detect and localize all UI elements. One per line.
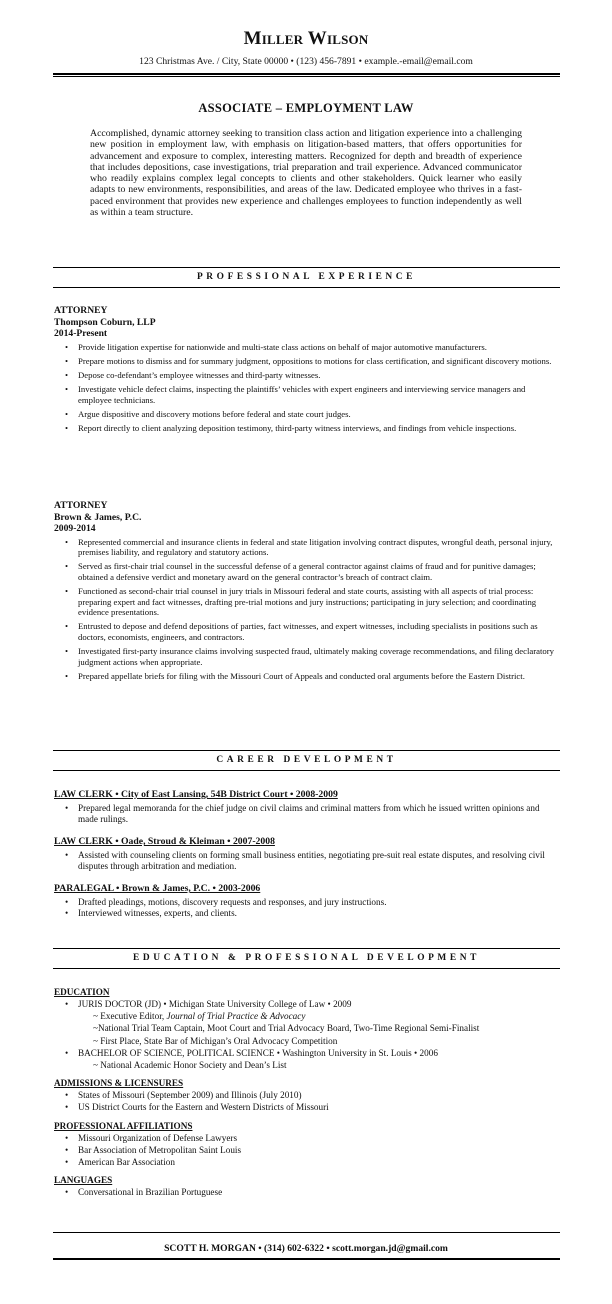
education-list: [54, 1047, 554, 1059]
admissions-list: [54, 1089, 554, 1113]
education-list: [54, 998, 554, 1010]
footer-contact: SCOTT H. MORGAN • (314) 602-6322 • scott.morgan.jd@gmail.com: [164, 1243, 448, 1254]
journal-title: Journal of Trial Practice & Advocacy: [166, 1011, 306, 1022]
education-block: [54, 986, 554, 1198]
job-bullets: [54, 537, 554, 682]
section-rule: [53, 267, 560, 268]
career-entry: [54, 836, 554, 873]
career-entry-heading: LAW CLERK • Oade, Stroud & Kleiman • 2007-2008: [54, 836, 275, 847]
education-honor: ~ National Academic Honor Society and Dean’s List: [93, 1060, 287, 1071]
list-item: • Served as first-chair trial counsel in the successful defense of a general contractor against claims of fraud and for punitive damages; obtained a defensive verdict and monetary award on the general contractor’s breach of contract claim.: [54, 561, 554, 582]
section-rule: [53, 968, 560, 969]
section-rule: [53, 750, 560, 751]
career-bullets: [54, 803, 554, 826]
list-item: • JURIS DOCTOR (JD) • Michigan State University College of Law • 2009: [54, 998, 554, 1010]
career-entry-heading: PARALEGAL • Brown & James, P.C. • 2003-2006: [54, 883, 261, 894]
list-item: • Drafted pleadings, motions, discovery requests and responses, and jury instructions.: [54, 897, 554, 908]
job-title: ATTORNEY: [54, 305, 108, 316]
header-divider-thin: [53, 76, 560, 77]
list-item: • Assisted with counseling clients on forming small business entities, negotiating pre-suit real estate disputes, and resolving civil disputes through arbitration and mediation.: [54, 850, 554, 873]
footer-rule: [53, 1232, 560, 1233]
list-item: • Provide litigation expertise for nationwide and multi-state class actions on behalf of major automotive manufacturers.: [54, 342, 554, 353]
languages-heading: LANGUAGES: [54, 1175, 113, 1186]
list-item: • Conversational in Brazilian Portuguese: [54, 1186, 554, 1198]
education-honor: ~ First Place, State Bar of Michigan’s Oral Advocacy Competition: [93, 1035, 338, 1046]
languages-list: [54, 1186, 554, 1198]
list-item: • Report directly to client analyzing deposition testimony, third-party witness interviews, and findings from vehicle inspections.: [54, 423, 554, 434]
editor-prefix: ~ Executive Editor,: [93, 1011, 167, 1022]
list-item: • Investigate vehicle defect claims, inspecting the plaintiffs’ vehicles with expert engineers and interviewing service managers and employee technicians.: [54, 384, 554, 405]
list-item: • American Bar Association: [54, 1156, 554, 1168]
list-item: • Argue dispositive and discovery motions before federal and state court judges.: [54, 409, 554, 420]
affiliations-list: [54, 1132, 554, 1169]
list-item: • Interviewed witnesses, experts, and clients.: [54, 908, 554, 919]
list-item: • Represented commercial and insurance clients in federal and state litigation involving contract disputes, wrongful death, personal injury, premises liability, and regulatory and statutory actions.: [54, 537, 554, 558]
section-heading-experience: PROFESSIONAL EXPERIENCE: [196, 272, 417, 282]
list-item: • Functioned as second-chair trial counsel in jury trials in Missouri federal and state courts, assisting with all aspects of trial process: preparing expert and fact witnesses, drafting pre-trial motions and jury instructions; participating in jury selection; and coordinating evidence presentations.: [54, 586, 554, 618]
list-item: • Depose co-defendant’s employee witnesses and third-party witnesses.: [54, 370, 554, 381]
target-role-title: ASSOCIATE – EMPLOYMENT LAW: [198, 101, 414, 115]
job-entry: [54, 500, 554, 685]
education-honor: ~National Trial Team Captain, Moot Court and Trial Advocacy Board, Two-Time Regional Semi-Finalist: [93, 1023, 480, 1034]
section-rule: [53, 287, 560, 288]
education-honor: [54, 1010, 554, 1022]
career-bullets: [54, 897, 554, 920]
job-bullets: [54, 342, 554, 434]
list-item: • States of Missouri (September 2009) and Illinois (July 2010): [54, 1089, 554, 1101]
list-item: • Investigated first-party insurance claims involving suspected fraud, ultimately making coverage recommendations, and filing declaratory judgment actions when appropriate.: [54, 646, 554, 667]
career-entry-heading: LAW CLERK • City of East Lansing, 54B District Court • 2008-2009: [54, 789, 338, 800]
job-dates: 2009-2014: [54, 523, 96, 535]
section-rule: [53, 948, 560, 949]
section-heading-career: CAREER DEVELOPMENT: [216, 755, 397, 765]
resume-name: Miller Wilson: [243, 28, 369, 49]
education-heading: EDUCATION: [54, 987, 110, 997]
job-entry: [54, 305, 554, 437]
section-heading-education: EDUCATION & PROFESSIONAL DEVELOPMENT: [133, 953, 480, 963]
list-item: • US District Courts for the Eastern and Western Districts of Missouri: [54, 1101, 554, 1113]
contact-line: 123 Christmas Ave. / City, State 00000 • (123) 456-7891 • example.-email@email.com: [139, 56, 473, 67]
job-title: ATTORNEY: [54, 500, 108, 511]
list-item: • Entrusted to depose and defend depositions of parties, fact witnesses, and expert witnesses, including specialists in positions such as doctors, economists, engineers, and contractors.: [54, 621, 554, 642]
header-divider: [53, 73, 560, 75]
career-entry: [54, 789, 554, 826]
list-item: • Prepared appellate briefs for filing with the Missouri Court of Appeals and conducted oral arguments before the Eastern District.: [54, 671, 554, 682]
career-entry: [54, 883, 554, 920]
list-item: • Prepare motions to dismiss and for summary judgment, oppositions to motions for class certification, and significant discovery motions.: [54, 356, 554, 367]
list-item: • BACHELOR OF SCIENCE, POLITICAL SCIENCE • Washington University in St. Louis • 2006: [54, 1047, 554, 1059]
section-rule: [53, 770, 560, 771]
job-dates: 2014-Present: [54, 328, 108, 340]
admissions-heading: ADMISSIONS & LICENSURES: [54, 1078, 184, 1089]
job-company: Brown & James, P.C.: [54, 511, 142, 523]
list-item: • Missouri Organization of Defense Lawyers: [54, 1132, 554, 1144]
career-bullets: [54, 850, 554, 873]
job-company: Thompson Coburn, LLP: [54, 316, 156, 328]
affiliations-heading: PROFESSIONAL AFFILIATIONS: [54, 1120, 193, 1131]
footer-rule: [53, 1258, 560, 1260]
list-item: • Prepared legal memoranda for the chief judge on civil claims and criminal matters from which he issued written opinions and made rulings.: [54, 803, 554, 826]
summary-paragraph: Accomplished, dynamic attorney seeking to transition class action and litigation experience into a challenging new position in employment law, with emphasis on litigation-based matters, that offers opportunities for advancement and exposure to complex, interesting matters. Recognized for depth and breadth of experience that includes depositions, case investigations, trial preparation and trail experience. Advanced communicator who readily explains complex legal concepts to clients and other stakeholders. Quick learner who easily adapts to new environments, responsibilities, and areas of the law. Dedicated employee who thrives in a fast-paced environment that provides new experience and challenges employees to function independently as well as within a team structure.: [90, 128, 522, 219]
list-item: • Bar Association of Metropolitan Saint Louis: [54, 1144, 554, 1156]
